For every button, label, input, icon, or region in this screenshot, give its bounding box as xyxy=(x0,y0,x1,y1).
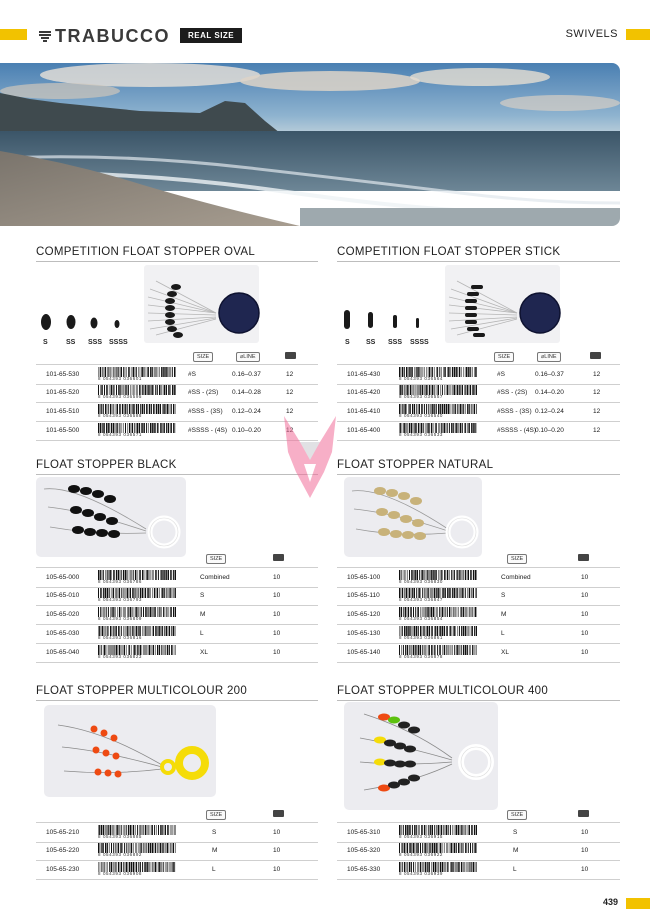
barcode xyxy=(399,862,477,875)
pack-quantity: 10 xyxy=(273,649,281,656)
line-value: 0.16–0.37 xyxy=(535,371,564,378)
page-number: 439 xyxy=(602,897,618,907)
barcode xyxy=(98,423,176,436)
size-value: L xyxy=(513,866,517,873)
section-rule-oval xyxy=(36,261,318,262)
size-value: M xyxy=(212,847,218,854)
natural-product-image xyxy=(344,477,482,557)
size-label-s: S xyxy=(43,339,48,346)
product-code: 105-65-310 xyxy=(347,829,381,836)
barcode-number: 8 054393 036595 xyxy=(98,394,143,399)
size-label-ssss: SSSS xyxy=(410,339,429,346)
barcode-number: 8 054393 036601 xyxy=(98,376,143,381)
line-value: 0.16–0.37 xyxy=(232,371,261,378)
table-row xyxy=(36,860,318,880)
barcode-number: 8 054393 036908 xyxy=(98,871,143,876)
barcode-number: 8 054393 036571 xyxy=(98,432,143,437)
barcode-number: 8 054393 036922 xyxy=(399,852,444,857)
brand-name: TRABUCCO xyxy=(55,26,170,46)
table-row xyxy=(337,822,620,843)
table-row xyxy=(36,402,318,422)
product-code: 105-65-100 xyxy=(347,574,381,581)
pack-quantity: 10 xyxy=(273,866,281,873)
hero-beach-image xyxy=(0,63,620,226)
barcode xyxy=(98,626,176,639)
product-code: 101-65-510 xyxy=(46,408,80,415)
pack-quantity: 10 xyxy=(581,866,589,873)
product-code: 105-65-130 xyxy=(347,630,381,637)
barcode-number: 8 054393 036588 xyxy=(98,413,143,418)
barcode xyxy=(98,645,176,658)
product-code: 105-65-110 xyxy=(347,592,380,599)
size-value: #S xyxy=(188,371,196,378)
size-label-ssss: SSSS xyxy=(109,339,128,346)
barcode xyxy=(399,607,477,620)
table-row xyxy=(337,421,620,441)
table-row xyxy=(36,624,318,644)
size-value: Combined xyxy=(501,574,531,581)
line-value: 0.12–0.24 xyxy=(232,408,261,415)
barcode xyxy=(98,843,176,856)
barcode xyxy=(399,626,477,639)
real-size-badge: REAL SIZE xyxy=(180,28,242,43)
multi200-product-image xyxy=(44,705,216,797)
size-value: L xyxy=(501,630,505,637)
barcode xyxy=(98,862,176,875)
barcode-number: 8 054393 036892 xyxy=(98,852,143,857)
barcode-number: 8 054393 036915 xyxy=(399,834,444,839)
size-label-ss: SS xyxy=(366,339,376,346)
pack-quantity: 10 xyxy=(581,611,589,618)
oval-product-illustration xyxy=(36,263,276,349)
size-value: M xyxy=(200,611,206,618)
barcode xyxy=(98,385,176,398)
section-title-multi400: FLOAT STOPPER MULTICOLOUR 400 xyxy=(337,685,549,697)
table-row xyxy=(36,605,318,625)
barcode-number: 8 054393 036823 xyxy=(98,654,143,659)
product-code: 105-65-020 xyxy=(46,611,80,618)
product-code: 105-65-220 xyxy=(46,847,80,854)
section-title-black: FLOAT STOPPER BLACK xyxy=(36,459,177,471)
table-row xyxy=(36,643,318,663)
section-title-oval: COMPETITION FLOAT STOPPER OVAL xyxy=(36,246,256,258)
pack-quantity-icon xyxy=(273,554,284,561)
size-value: S xyxy=(513,829,518,836)
pack-quantity: 12 xyxy=(286,408,294,415)
pack-quantity-icon xyxy=(578,554,589,561)
table-row xyxy=(337,383,620,403)
table-row xyxy=(36,364,318,385)
beach-photo xyxy=(0,63,620,226)
pack-quantity-icon xyxy=(285,352,296,359)
section-rule-black xyxy=(36,474,318,475)
size-value: #SSSS - (4S) xyxy=(497,427,537,434)
barcode-number: 8 054393 036533 xyxy=(399,432,444,437)
size-value: Combined xyxy=(200,574,230,581)
table-row xyxy=(337,624,620,644)
brand-mark-icon xyxy=(38,30,52,43)
product-code: 105-65-140 xyxy=(347,649,381,656)
barcode xyxy=(399,385,477,398)
barcode-number: 8 054393 036793 xyxy=(98,597,143,602)
barcode xyxy=(399,588,477,601)
section-rule-natural xyxy=(337,474,620,475)
wolf-watermark-icon xyxy=(278,412,342,502)
size-label-sss: SSS xyxy=(88,339,103,346)
barcode-number: 8 054393 036939 xyxy=(399,871,444,876)
product-code: 105-65-230 xyxy=(46,866,80,873)
brand-logo xyxy=(38,26,170,47)
size-value: #S xyxy=(497,371,505,378)
size-label-s: S xyxy=(345,339,350,346)
table-row xyxy=(337,567,620,588)
size-value: #SS - (2S) xyxy=(497,389,528,396)
product-code: 105-65-330 xyxy=(347,866,381,873)
product-code: 101-65-520 xyxy=(46,389,80,396)
barcode xyxy=(399,570,477,583)
section-rule-stick xyxy=(337,261,620,262)
barcode xyxy=(399,843,477,856)
pack-quantity: 10 xyxy=(581,630,589,637)
barcode-number: 8 054393 036830 xyxy=(399,579,444,584)
barcode xyxy=(399,367,477,380)
table-row xyxy=(36,567,318,588)
barcode xyxy=(98,588,176,601)
size-value: L xyxy=(200,630,204,637)
table-row xyxy=(36,383,318,403)
size-column-icon: SIZE xyxy=(206,554,226,564)
pack-quantity: 12 xyxy=(286,371,294,378)
barcode xyxy=(98,607,176,620)
product-code: 101-65-500 xyxy=(46,427,80,434)
barcode-number: 8 054393 036885 xyxy=(98,834,143,839)
barcode-number: 8 054393 036878 xyxy=(399,654,444,659)
size-value: XL xyxy=(200,649,208,656)
size-column-icon: SIZE xyxy=(507,554,527,564)
size-column-icon: SIZE xyxy=(494,352,514,362)
section-rule-multi400 xyxy=(337,700,620,701)
product-code: 105-65-030 xyxy=(46,630,80,637)
table-row xyxy=(36,586,318,606)
barcode xyxy=(399,645,477,658)
table-row xyxy=(337,364,620,385)
table-row xyxy=(337,605,620,625)
table-row xyxy=(337,860,620,880)
product-code: 105-65-210 xyxy=(46,829,80,836)
size-value: #SS - (2S) xyxy=(188,389,219,396)
product-code: 105-65-040 xyxy=(46,649,80,656)
product-code: 105-65-010 xyxy=(46,592,80,599)
pack-quantity: 12 xyxy=(593,427,601,434)
pack-quantity-icon xyxy=(590,352,601,359)
pack-quantity: 10 xyxy=(581,847,589,854)
header-accent-bar-right xyxy=(626,29,650,40)
size-column-icon: SIZE xyxy=(507,810,527,820)
table-row xyxy=(337,643,620,663)
size-value: L xyxy=(212,866,216,873)
pack-quantity: 12 xyxy=(286,389,294,396)
pack-quantity: 10 xyxy=(273,574,281,581)
pack-quantity: 10 xyxy=(581,574,589,581)
stick-product-illustration xyxy=(337,263,577,349)
multi400-product-image xyxy=(344,702,498,810)
size-column-icon: SIZE xyxy=(206,810,226,820)
line-column-icon: ⌀LINE xyxy=(537,352,561,362)
pack-quantity: 10 xyxy=(581,829,589,836)
barcode-number: 8 054393 036861 xyxy=(399,635,444,640)
table-row xyxy=(36,421,318,441)
footer-accent-bar xyxy=(626,898,650,909)
pack-quantity: 10 xyxy=(273,829,281,836)
line-value: 0.10–0.20 xyxy=(232,427,261,434)
size-value: M xyxy=(513,847,519,854)
barcode xyxy=(98,570,176,583)
size-value: #SSS - (3S) xyxy=(188,408,223,415)
product-code: 101-65-420 xyxy=(347,389,381,396)
size-value: M xyxy=(501,611,507,618)
table-row xyxy=(36,822,318,843)
barcode-number: 8 054393 036557 xyxy=(399,394,444,399)
section-title-natural: FLOAT STOPPER NATURAL xyxy=(337,459,494,471)
size-value: #SSSS - (4S) xyxy=(188,427,228,434)
barcode-number: 8 054393 036786 xyxy=(98,579,143,584)
line-value: 0.12–0.24 xyxy=(535,408,564,415)
line-value: 0.14–0.20 xyxy=(535,389,564,396)
section-rule-multi200 xyxy=(36,700,318,701)
pack-quantity: 10 xyxy=(273,611,281,618)
pack-quantity: 10 xyxy=(273,592,281,599)
pack-quantity: 10 xyxy=(581,592,589,599)
section-title-multi200: FLOAT STOPPER MULTICOLOUR 200 xyxy=(36,685,248,697)
pack-quantity: 12 xyxy=(593,371,601,378)
table-row xyxy=(337,586,620,606)
product-code: 105-65-320 xyxy=(347,847,381,854)
barcode xyxy=(98,367,176,380)
section-title-stick: COMPETITION FLOAT STOPPER STICK xyxy=(337,246,561,258)
barcode-number: 8 054393 036816 xyxy=(98,635,143,640)
size-value: #SSS - (3S) xyxy=(497,408,532,415)
pack-quantity-icon xyxy=(578,810,589,817)
section-name: SWIVELS xyxy=(565,28,618,40)
barcode-number: 8 054393 036540 xyxy=(399,413,444,418)
size-value: XL xyxy=(501,649,509,656)
size-value: S xyxy=(501,592,506,599)
size-label-sss: SSS xyxy=(388,339,403,346)
product-code: 105-65-000 xyxy=(46,574,80,581)
table-row xyxy=(337,402,620,422)
size-value: S xyxy=(212,829,217,836)
black-product-image xyxy=(36,477,186,557)
line-column-icon: ⌀LINE xyxy=(236,352,260,362)
product-code: 101-65-400 xyxy=(347,427,381,434)
barcode xyxy=(399,404,477,417)
barcode xyxy=(98,825,176,838)
barcode xyxy=(98,404,176,417)
barcode-number: 8 054393 036847 xyxy=(399,597,444,602)
table-row xyxy=(36,841,318,861)
product-code: 101-65-530 xyxy=(46,371,80,378)
barcode xyxy=(399,825,477,838)
product-code: 101-65-430 xyxy=(347,371,381,378)
pack-quantity-icon xyxy=(273,810,284,817)
barcode xyxy=(399,423,477,436)
size-label-ss: SS xyxy=(66,339,76,346)
line-value: 0.10–0.20 xyxy=(535,427,564,434)
pack-quantity: 10 xyxy=(273,847,281,854)
product-code: 101-65-410 xyxy=(347,408,381,415)
pack-quantity: 12 xyxy=(593,389,601,396)
line-value: 0.14–0.28 xyxy=(232,389,261,396)
size-column-icon: SIZE xyxy=(193,352,213,362)
barcode-number: 8 054393 036809 xyxy=(98,616,143,621)
pack-quantity: 10 xyxy=(581,649,589,656)
barcode-number: 8 054393 036564 xyxy=(399,376,444,381)
product-code: 105-65-120 xyxy=(347,611,381,618)
size-value: S xyxy=(200,592,205,599)
table-row xyxy=(337,841,620,861)
pack-quantity: 12 xyxy=(593,408,601,415)
header-accent-bar-left xyxy=(0,29,27,40)
barcode-number: 8 054393 036854 xyxy=(399,616,444,621)
pack-quantity: 10 xyxy=(273,630,281,637)
